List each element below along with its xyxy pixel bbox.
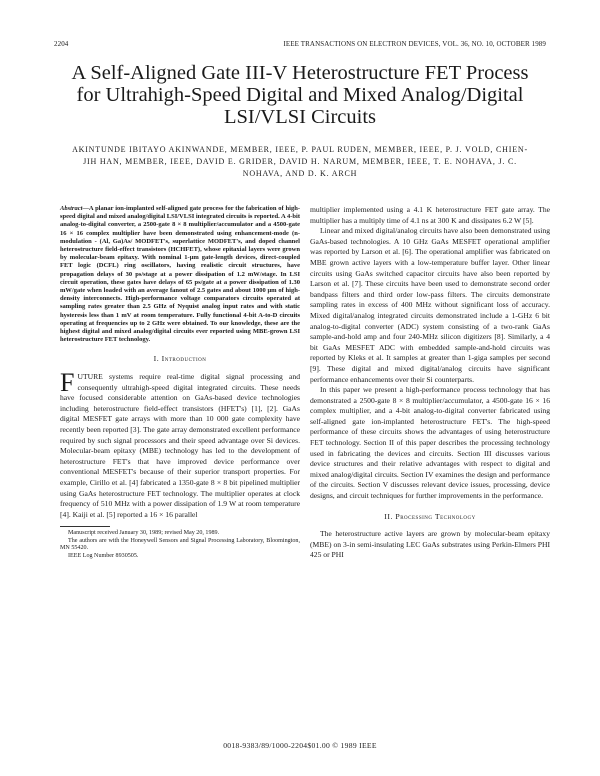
- introduction-paragraph: [60, 368, 300, 520]
- footnote-affiliation: The authors are with the Honeywell Sensors and Signal Processing Laboratory, Bloomington, MN 55420.: [60, 537, 300, 552]
- page-number: 2204: [54, 40, 69, 48]
- right-column: [310, 205, 550, 561]
- paper-title: A Self-Aligned Gate III-V Heterostructure FET Process for Ultrahigh-Speed Digital and Mixed Analog/Digital LSI/VLSI Circuits: [71, 62, 529, 128]
- drop-cap-letter: F: [60, 368, 75, 398]
- body-paragraph: multiplier implemented using a 4.1 K heterostructure FET gate array. The multiplier has a multiply time of 4.1 ns at 300 K and dissipates 6.2 W [5].: [310, 205, 550, 225]
- running-header: [0, 40, 600, 50]
- section-heading-processing: II. Processing Technology: [384, 511, 476, 521]
- introduction-text: UTURE systems require real-time digital signal processing and consequently ultrahigh-speed digital integrated circuits. These needs have focused considerable attention on GaAs-based device technologies including heterostructure field-effect transistors (HFET's) [1], [2]. GaAs digital MESFET gate arrays with more than 10 000 gate complexity have recently been reported [3]. The gate array demonstrated excellent performance required by such signal processors and their speed advantage over Si devices. Molecular-beam epitaxy (MBE) technology has led to the development of heterostructure FET's that have improved device performance over conventional MESFET's because of their superior transport properties. For example, Cirillo et al. [4] fabricated a 1350-gate 8 × 8 bit pipelined multiplier using GaAs heterostructure FET technology. The multiplier operates at clock frequency of 510 MHz with a power dissipation of 1.9 W at room temperature [4]. Kaiji et al. [5] reported a 16 × 16 parallel: [60, 372, 300, 519]
- body-paragraph: The heterostructure active layers are grown by molecular-beam epitaxy (MBE) on 3-in semi-insulating LEC GaAs substrates using Perkin-Elmers PHI 425 or PHI: [310, 529, 550, 560]
- section-heading-introduction: I. Introduction: [153, 354, 207, 364]
- footnote-divider: [60, 526, 110, 527]
- left-column: [60, 205, 300, 560]
- footnote-manuscript: Manuscript received January 30, 1989; revised May 20, 1989.: [68, 530, 220, 537]
- abstract-label: Abstract: [60, 205, 83, 212]
- body-paragraph: Linear and mixed digital/analog circuits have also been demonstrated using GaAs-based technologies. A 10 GHz GaAs MESFET operational amplifier was reported by Larson et al. [6]. The operational amplifier was fabricated on MBE grown active layers with a low-temperature buffer layer. Other linear circuits using GaAs switched capacitor circuits have also been reported by Larson et al. [7]. These circuits have been used to demonstrate second order bandpass filters and third order low-pass filters. The circuits demonstrate sampling rates in excess of 400 MHz without significant loss of accuracy. Mixed digital/analog integrated circuits demonstrated include a 1-GHz 6 bit analog-to-digital converter (ADC) system consisting of a two-rank GaAs sample-and-hold amp and four 240-MHz silicon digitizers [8]. Similarly, a 4 bit GaAs MESFET ADC with embedded sample-and-hold circuits was reported by Kleks et al. It samples at greater than 1-giga samples per second [9]. These digital and mixed digital/analog circuits have significant performance enhancements over their Si counterparts.: [310, 226, 550, 384]
- journal-citation: IEEE TRANSACTIONS ON ELECTRON DEVICES, VOL. 36, NO. 10, OCTOBER 1989: [283, 40, 546, 48]
- copyright-line: 0018-9383/89/1000-2204$01.00 © 1989 IEEE: [223, 741, 377, 750]
- body-paragraph: In this paper we present a high-performance process technology that has demonstrated a 2500-gate 8 × 8 multiplier/accumulator, a 4500-gate 16 × 16 complex multiplier, and a 4-bit analog-to-digital converter fabricated using self-aligned gate ion-implanted heterostructure FET's. The high-speed performance of these circuits shows the advantages of using heterostructure FET technology. Section II of this paper describes the processing technology used in fabricating the devices and circuits. Section III discusses various device structures and their relative advantages with respect to digital and mixed analog/digital circuits. Section IV examines the design and performance of the circuits. Section V discusses relevant device issues, processing, device designs, and circuit techniques for further improvements in the performance.: [310, 385, 550, 501]
- abstract: [60, 205, 300, 344]
- abstract-text: —A planar ion-implanted self-aligned gate process for the fabrication of high-speed digital and mixed analog/digital LSI/VLSI integrated circuits is reported. A 4-bit analog-to-digital converter, a 2500-gate 8 × 8 multiplier/accumulator and a 4500-gate 16 × 16 complex multiplier have been demonstrated using enhancement-mode (n-modulation - (Al, Ga)As/ MODFET's, superlattice MODFET's, and doped channel heterostructure field-effect transistors (HCHFET), whose epitaxial layers were grown by molecular-beam epitaxy. With nominal 1-μm gate-length devices, direct-coupled FET logic (DCFL) ring oscillators, having realistic circuit structures, have propagation delays of 30 ps/stage at a power dissipation of 1.2 mW/stage. In LSI circuit operation, these gates have delays of 65 ps/gate at a power dissipation of 1.30 mW/gate when loaded with an average fanout of 2.5 gates and about 1000 μm of high-density interconnects. High-performance voltage comparators circuits operated at sampling rates greater than 2.5 GHz of Nyquist analog input rates and with static hysteresis less than 1 mV at room temperature. Fully functional 4-bit A-to-D circuits operating at frequencies up to 2 GHz were obtained. To our knowledge, these are the highest digital and mixed analog/digital circuits ever reported using MBE-grown LSI heterostructure FET technology.: [60, 205, 300, 344]
- footnote-log-number: IEEE Log Number 8930505.: [68, 552, 139, 559]
- author-list: AKINTUNDE IBITAYO AKINWANDE, MEMBER, IEEE, P. PAUL RUDEN, MEMBER, IEEE, P. J. VOLD, CHIEN-JIH HAN, MEMBER, IEEE, DAVID E. GRIDER, DAVID H. NARUM, MEMBER, IEEE, T. E. NOHAVA, J. C. NOHAVA, AND D. K. ARCH: [72, 145, 528, 178]
